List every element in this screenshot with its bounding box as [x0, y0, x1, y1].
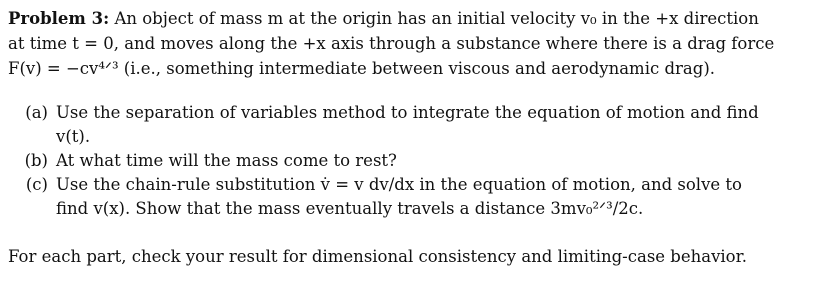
part-a	[8, 101, 813, 149]
part-a-line-1: Use the separation of variables method to integrate the equation of motion and find	[56, 103, 759, 122]
closing-instruction: For each part, check your result for dimensional consistency and limiting-case behavior.	[8, 247, 747, 266]
part-b-text	[56, 149, 813, 173]
part-c-text	[56, 173, 813, 221]
part-b-line-1: At what time will the mass come to rest?	[56, 151, 397, 170]
part-b-tag: (b)	[24, 151, 48, 170]
part-b	[8, 149, 813, 173]
problem-label: Problem 3:	[8, 9, 110, 28]
part-c-line-2: find v(x). Show that the mass eventually travels a distance 3mv₀²ᐟ³/2c.	[56, 199, 644, 218]
part-c	[8, 173, 813, 221]
part-a-tag: (a)	[25, 103, 48, 122]
part-a-line-2: v(t).	[56, 127, 91, 146]
problem-parts-list	[8, 101, 813, 221]
problem-intro-line-3: F(v) = −cv⁴ᐟ³ (i.e., something intermediate between viscous and aerodynamic drag).	[8, 59, 716, 78]
problem-intro-line-1: An object of mass m at the origin has an initial velocity v₀ in the +x direction	[114, 9, 759, 28]
part-c-line-1: Use the chain-rule substitution v̇ = v dv/dx in the equation of motion, and solve to	[56, 175, 742, 194]
problem-statement	[8, 6, 813, 81]
part-c-tag: (c)	[25, 175, 48, 194]
problem-intro-line-2: at time t = 0, and moves along the +x axis through a substance where there is a drag force	[8, 34, 775, 53]
part-a-text	[56, 101, 813, 149]
